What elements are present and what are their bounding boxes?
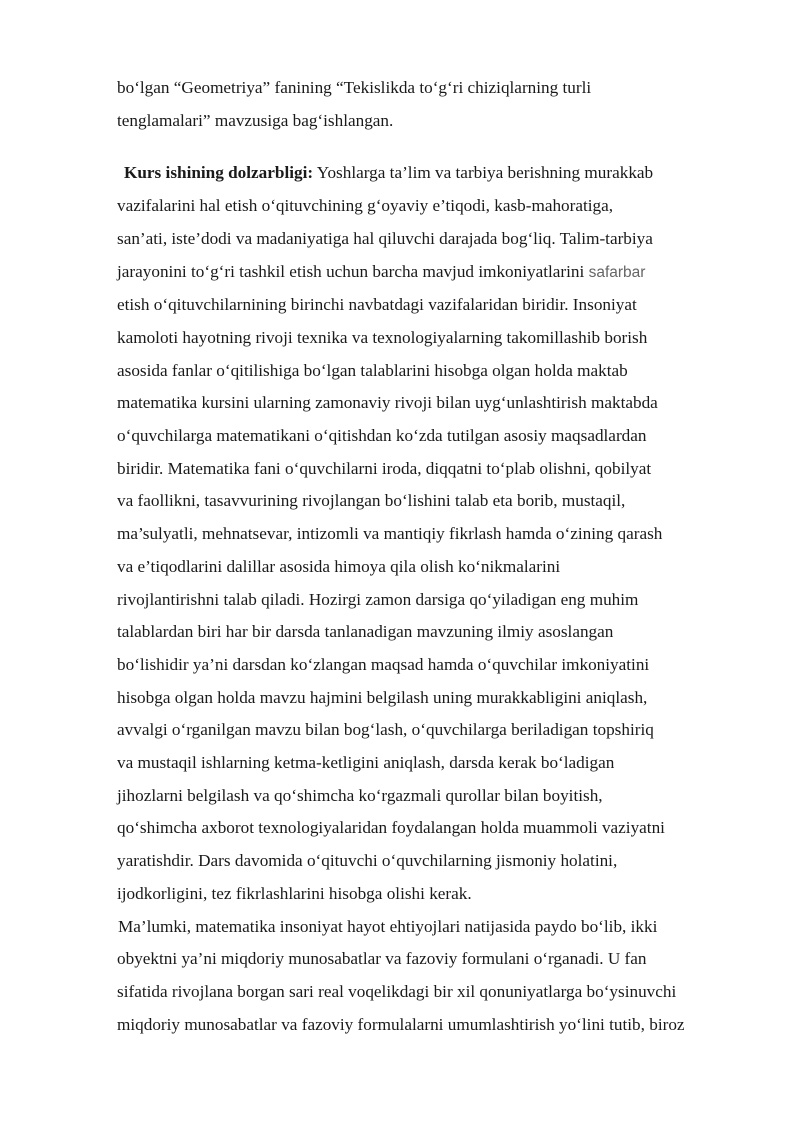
text-line: tenglamalari” mavzusiga bag‘ishlangan. — [117, 110, 394, 130]
section-first-line — [117, 157, 747, 190]
text-line: matematika kursini ularning zamonaviy rivoji bilan uyg‘unlashtirish maktabda — [117, 393, 658, 413]
text-line: etish o‘qituvchilarnining birinchi navbatdagi vazifalaridan biridir. Insoniyat — [117, 295, 637, 315]
text-line: Ma’lumki, matematika insoniyat hayot ehtiyojlari natijasida paydo bo‘lib, ikki — [118, 916, 658, 936]
text-line: va mustaqil ishlarning ketma-ketligini aniqlash, darsda kerak bo‘ladigan — [117, 753, 615, 773]
text-line: sifatida rivojlana borgan sari real voqelikdagi bir xil qonuniyatlarga bo‘ysinuvchi — [117, 981, 677, 1001]
text-line: asosida fanlar o‘qitilishiga bo‘lgan talablarini hisobga olgan holda maktab — [117, 360, 628, 380]
text-line: bo‘lishidir ya’ni darsdan ko‘zlangan maqsad hamda o‘quvchilar imkoniyatini — [117, 654, 650, 674]
text-line: kamoloti hayotning rivoji texnika va texnologiyalarning takomillashib borish — [117, 327, 648, 347]
text-line: jihozlarni belgilash va qo‘shimcha ko‘rgazmali qurollar bilan boyitish, — [117, 785, 603, 805]
text-line: va e’tiqodlarini dalillar asosida himoya qila olish ko‘nikmalarini — [117, 556, 561, 576]
text-line: bo‘lgan “Geometriya” fanining “Tekislikda to‘g‘ri chiziqlarning turli — [117, 78, 592, 97]
text-line: obyektni ya’ni miqdoriy munosabatlar va fazoviy formulani o‘rganadi. U fan — [117, 949, 647, 969]
section-heading: Kurs ishining dolzarbligi: — [124, 163, 314, 183]
text-line: ijodkorligini, tez fikrlashlarini hisobga olishi kerak. — [117, 883, 472, 903]
text-line: avvalgi o‘rganilgan mavzu bilan bog‘lash, o‘quvchilarga beriladigan topshiriq — [117, 720, 654, 740]
text-line: Yoshlarga ta’lim va tarbiya berishning murakkab — [313, 163, 654, 183]
text-line: talablardan biri har bir darsda tanlanadigan mavzuning ilmiy asoslangan — [117, 622, 614, 642]
text-line: vazifalarini hal etish o‘qituvchining g‘oyaviy e’tiqodi, kasb-mahoratiga, — [117, 196, 614, 216]
text-line: o‘quvchilarga matematikani o‘qitishdan ko‘zda tutilgan asosiy maqsadlardan — [117, 426, 647, 446]
text-line: miqdoriy munosabatlar va fazoviy formulalarni umumlashtirish yo‘lini tutib, biroz — [117, 1014, 685, 1034]
text-line: jarayonini to‘g‘ri tashkil etish uchun barcha mavjud imkoniyatlarini safarbar — [117, 261, 646, 281]
text-line: va faollikni, tasavvurining rivojlangan bo‘lishini talab eta borib, mustaqil, — [117, 491, 626, 511]
text-line: biridir. Matematika fani o‘quvchilarni iroda, diqqatni to‘plab olishni, qobilyat — [117, 458, 652, 478]
gray-word: safarbar — [588, 263, 646, 281]
text-line: ma’sulyatli, mehnatsevar, intizomli va mantiqiy fikrlash hamda o‘zining qarash — [117, 524, 663, 544]
text-line: san’ati, iste’dodi va madaniyatiga hal qiluvchi darajada bog‘liq. Talim-tarbiya — [117, 228, 653, 248]
document-page — [117, 72, 747, 1041]
text-line: qo‘shimcha axborot texnologiyalaridan foydalangan holda muammoli vaziyatni — [117, 818, 665, 838]
text-line: yaratishdir. Dars davomida o‘qituvchi o‘quvchilarning jismoniy holatini, — [117, 851, 618, 871]
text-line: hisobga olgan holda mavzu hajmini belgilash uning murakkabligini aniqlash, — [117, 687, 648, 707]
text-line: rivojlantirishni talab qiladi. Hozirgi zamon darsiga qo‘yiladigan eng muhim — [117, 589, 639, 609]
